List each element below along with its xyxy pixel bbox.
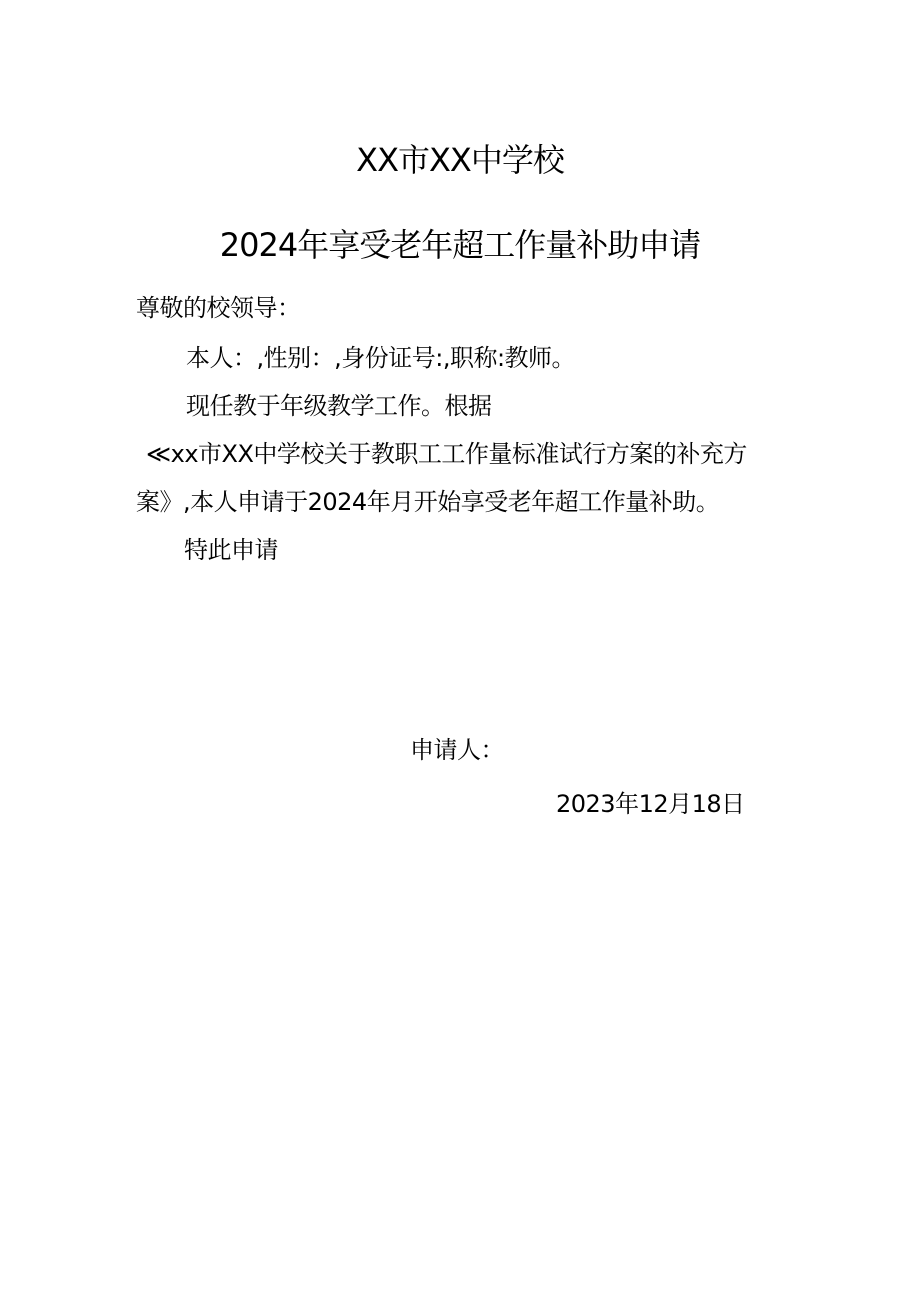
- personal-info-line: 本人：,性别：,身份证号:,职称:教师。: [186, 344, 576, 372]
- closing-line: 特此申请: [184, 536, 278, 564]
- school-name-heading: XX市XX中学校: [356, 141, 564, 179]
- application-date: 2023年12月18日: [556, 790, 745, 818]
- applicant-label: 申请人：: [410, 736, 504, 764]
- reference-line-1: ≪xx市XX中学校关于教职工工作量标准试行方案的补充方: [146, 440, 747, 468]
- salutation: 尊敬的校领导：: [136, 294, 301, 322]
- reference-line-2: 案》,本人申请于2024年月开始享受老年超工作量补助。: [136, 488, 720, 516]
- document-title: 2024年享受老年超工作量补助申请: [219, 226, 701, 264]
- current-duty-line: 现任教于年级教学工作。根据: [186, 392, 492, 420]
